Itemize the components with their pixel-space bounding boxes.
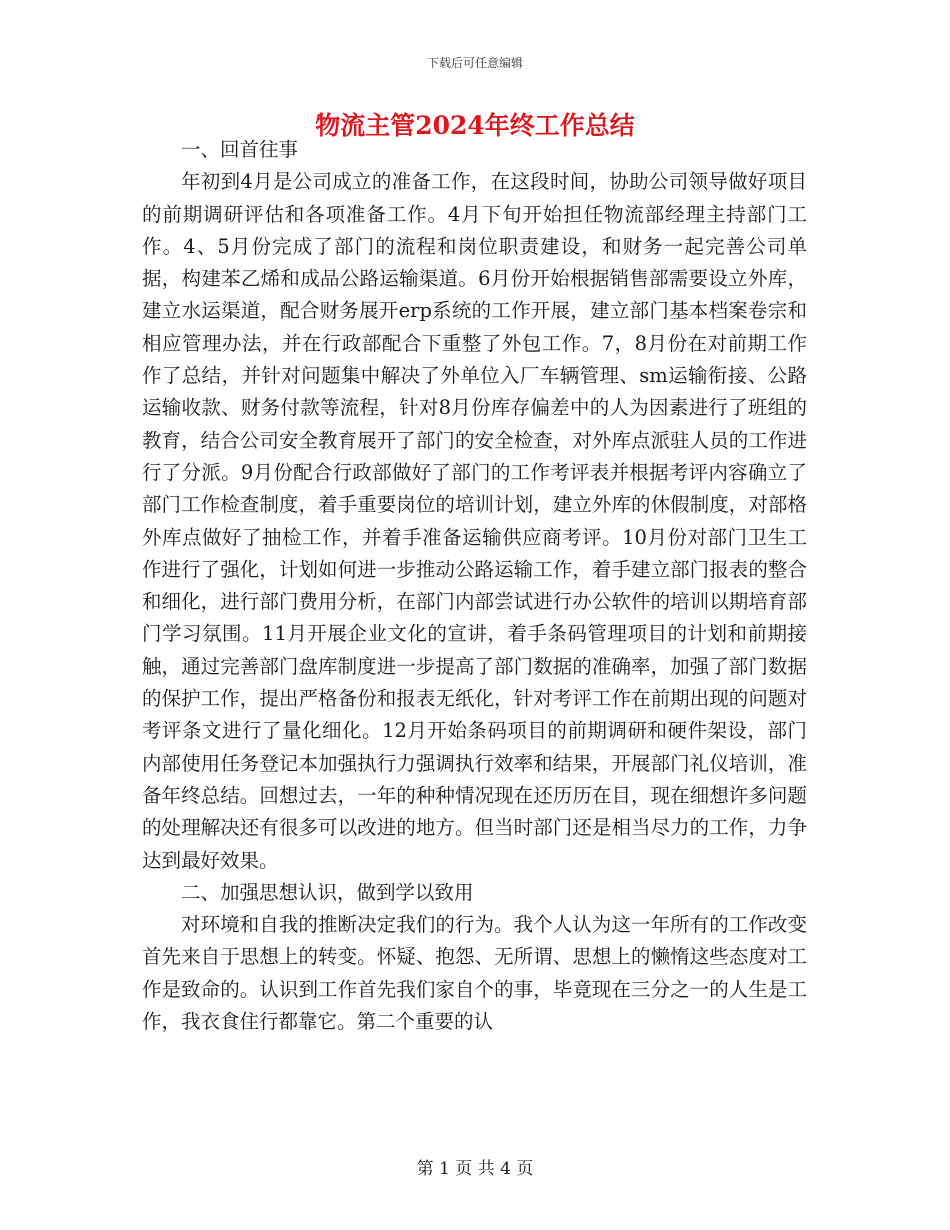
document-body <box>142 134 807 1038</box>
page-header-note: 下载后可任意编辑 <box>426 56 523 70</box>
section-heading-review: 一、回首往事 <box>181 138 299 161</box>
page-number-footer: 第 1 页 共 4 页 <box>416 1159 534 1179</box>
document-title: 物流主管2024年终工作总结 <box>315 111 635 140</box>
section-heading-thinking: 二、加强思想认识，做到学以致用 <box>181 880 474 904</box>
section-paragraph-review: 年初到4月是公司成立的准备工作，在这段时间，协助公司领导做好项目的前期调研评估和各项准备工作。4月下旬开始担任物流部经理主持部门工作。4、5月份完成了部门的流程和岗位职责建设，和财务一起完善公司单据，构建苯乙烯和成品公路运输渠道。6月份开始根据销售部需要设立外库，建立水运渠道，配合财务展开erp系统的工作开展，建立部门基本档案卷宗和相应管理办法，并在行政部配合下重整了外包工作。7，8月份在对前期工作作了总结，并针对问题集中解决了外单位入厂车辆管理、sm运输衔接、公路运输收款、财务付款等流程，针对8月份库存偏差中的人为因素进行了班组的教育，结合公司安全教育展开了部门的安全检查，对外库点派驻人员的工作进行了分派。9月份配合行政部做好了部门的工作考评表并根据考评内容确立了部门工作检查制度，着手重要岗位的培训计划，建立外库的休假制度，对部格外库点做好了抽检工作，并着手准备运输供应商考评。10月份对部门卫生工作进行了强化，计划如何进一步推动公路运输工作，着手建立部门报表的整合和细化，进行部门费用分析，在部门内部尝试进行办公软件的培训以期培育部门学习氛围。11月开展企业文化的宣讲，着手条码管理项目的计划和前期接触，通过完善部门盘库制度进一步提高了部门数据的准确率，加强了部门数据的保护工作，提出严格备份和报表无纸化，针对考评工作在前期出现的问题对考评条文进行了量化细化。12月开始条码项目的前期调研和硬件架设，部门内部使用任务登记本加强执行力强调执行效率和结果，开展部门礼仪培训，准备年终总结。回想过去，一年的种种情况现在还历历在目，现在细想许多问题的处理解决还有很多可以改进的地方。但当时部门还是相当尽力的工作，力争达到最好效果。 <box>142 170 807 872</box>
section-paragraph-thinking: 对环境和自我的推断决定我们的行为。我个人认为这一年所有的工作改变首先来自于思想上的转变。怀疑、抱怨、无所谓、思想上的懒惰这些态度对工作是致命的。认识到工作首先我们家自个的事，毕竟现在三分之一的人生是工作，我衣食住行都靠它。第二个重要的认 <box>142 913 807 1034</box>
